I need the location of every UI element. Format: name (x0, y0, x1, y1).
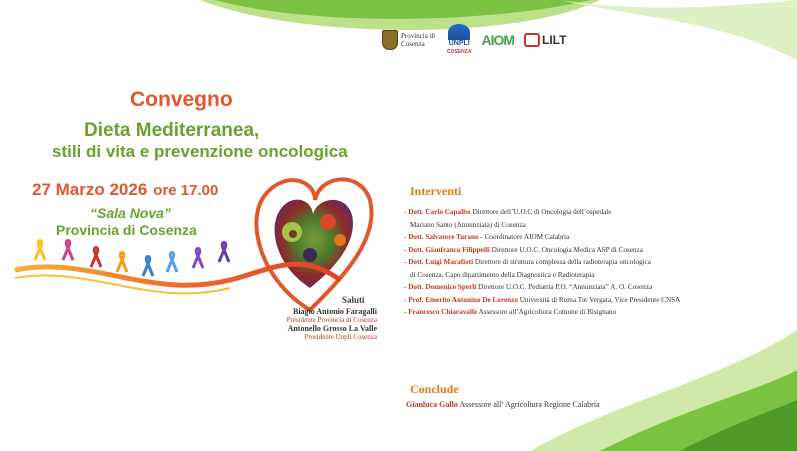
event-venue: “Sala Nova” (90, 205, 171, 221)
interventi-heading: Interventi (410, 184, 462, 198)
event-date: 27 Marzo 2026 ore 17.00 (32, 180, 219, 199)
interventi-list (404, 206, 784, 319)
saluti-heading: Saluti (342, 295, 365, 305)
partner-logos (382, 24, 566, 56)
list-item: - Dott. Luigi Marafioti Direttore di struttura complessa della radioterapia oncologica (404, 258, 651, 266)
event-venue-org: Provincia di Cosenza (56, 222, 197, 238)
list-item: - Francesco Chiaravalle Assessore all’Agricoltura Comune di Bisignano (404, 308, 617, 316)
unpli-logo: UNPLI COSENZA (447, 24, 471, 56)
conclude-line: Gianluca Gallo Assessore all’ Agricoltura Regione Calabria (406, 400, 600, 409)
saluti-name: Antonello Grosso La Valle (287, 324, 377, 333)
list-item: - Dott. Salvatore Turano - Coordinatore AIOM Calabria (404, 233, 570, 241)
saluti-role: Presidente Unpli Cosenza (304, 333, 377, 341)
saluti-role: Presidente Provincia di Cosenza (286, 316, 377, 324)
list-item: - Dott. Gianfranco Filippelli Direttore U.O.C. Oncologia Medica ASP di Cosenza (404, 245, 643, 254)
list-item: - Dott. Carlo Capalbo Direttore dell’U.O.C di Oncologia dell’ospedale (404, 208, 612, 216)
saluti-name: Biagio Antonio Faragalli (292, 307, 377, 316)
lilt-logo: LILT (524, 33, 566, 47)
list-item: - Dott. Domenico Sperlì Direttore U.O.C. Pediatria P.O. “Annunziata” A. O. Cosenza (404, 283, 653, 291)
list-item-cont: Mariano Santo (Annunziata) di Cosenza (410, 220, 526, 229)
provincia-logo: Provincia di Cosenza (382, 30, 437, 50)
unpli-mark-icon (448, 24, 470, 40)
conclude-heading: Conclude (410, 382, 459, 396)
list-item: - Prof. Emerito Antonino De Lorenzo Università di Roma Tor Vergata, Vice Presidente CNSA (404, 295, 681, 304)
aiom-logo: AIOM (481, 32, 515, 48)
lilt-mark-icon (524, 33, 540, 47)
saluti-list (207, 307, 377, 341)
event-kind: Convegno (130, 88, 233, 111)
event-title-line2: stili di vita e prevenzione oncologica (52, 142, 348, 161)
provincia-crest-icon (382, 30, 398, 50)
event-title-line1: Dieta Mediterranea, (84, 120, 260, 141)
list-item-cont: di Cosenza, Capo dipartimento della Diagnostica e Radioterapia (410, 270, 595, 279)
awareness-ribbons (35, 241, 229, 277)
